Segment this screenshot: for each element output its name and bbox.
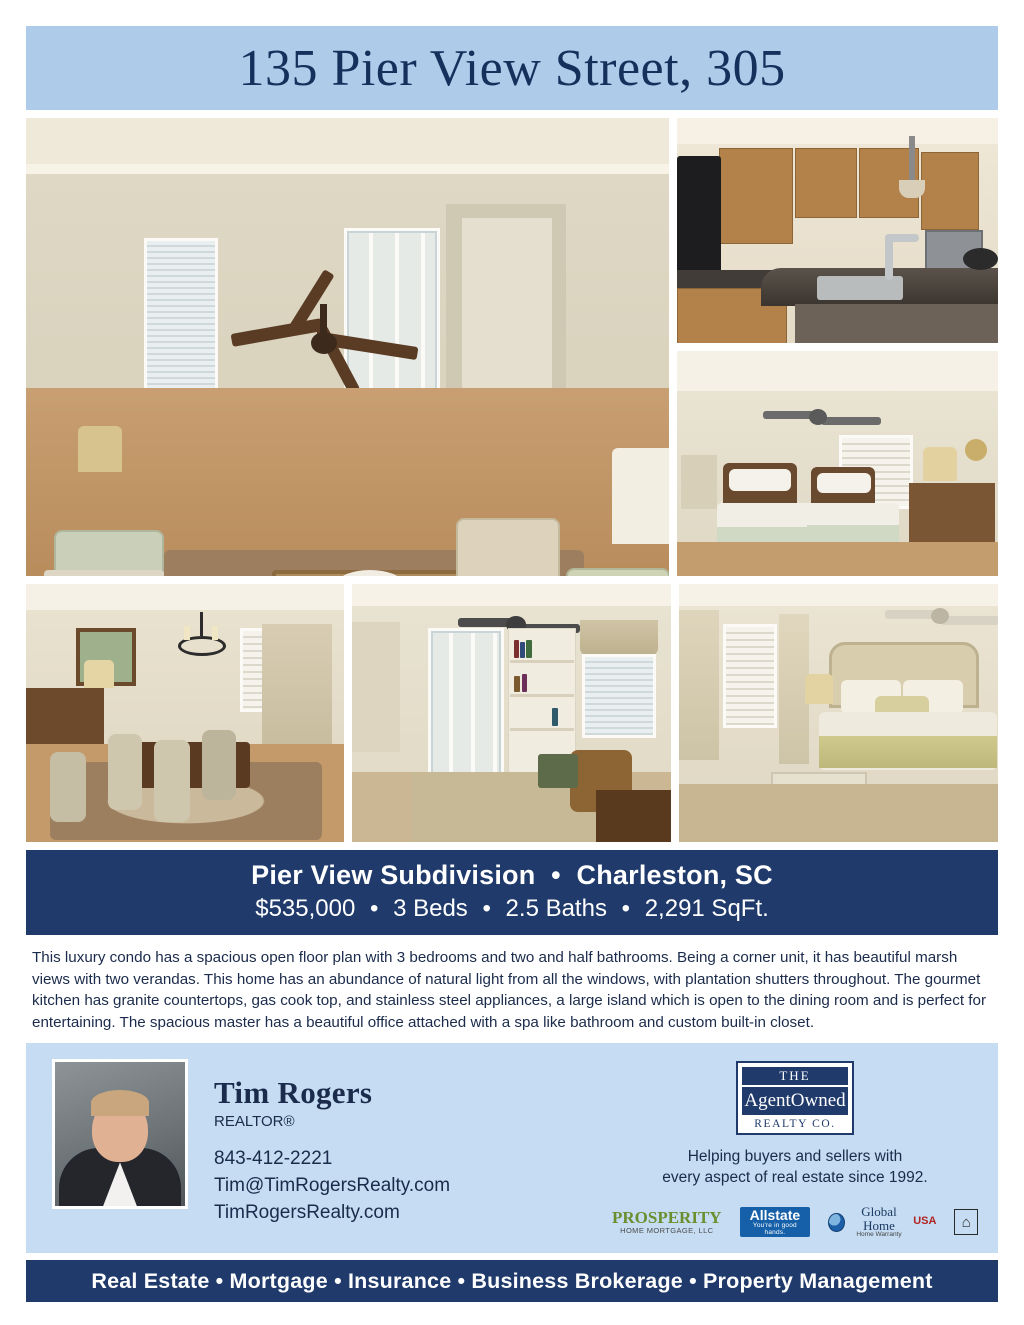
agent-details bbox=[52, 1059, 612, 1239]
office-photo bbox=[352, 584, 670, 842]
agent-email[interactable]: Tim@TimRogersRealty.com bbox=[214, 1175, 451, 1197]
property-description: This luxury condo has a spacious open floor plan with 3 bedrooms and two and half bathrooms. Being a corner unit, it has beautiful marsh views with two verandas. This home has an abundance of natural light from all the windows, with plantation shutters throughout. The gourmet kitchen has granite countertops, gas cook top, and stainless steel appliances, a large island which is open to the dining room and is perfect for entertaining. The spacious master has a beautiful office attached with a spa like bathroom and custom built-in closet. bbox=[32, 949, 987, 1031]
agent-role: REALTOR® bbox=[214, 1113, 295, 1131]
allstate-name: Allstate bbox=[749, 1207, 801, 1224]
guest-bedroom-photo bbox=[677, 351, 998, 576]
banner-location bbox=[26, 860, 998, 891]
services-footer: Real Estate • Mortgage • Insurance • Business Brokerage • Property Management bbox=[26, 1260, 998, 1302]
equal-housing-icon: ⌂ bbox=[954, 1209, 978, 1235]
prosperity-logo bbox=[612, 1209, 722, 1235]
logo-sub-text: REALTY CO. bbox=[754, 1118, 836, 1131]
brokerage-tagline bbox=[662, 1147, 927, 1189]
beds: 3 Beds bbox=[393, 895, 468, 922]
logo-the-text: THE bbox=[742, 1067, 848, 1085]
kitchen-photo bbox=[677, 118, 998, 343]
baths: 2.5 Baths bbox=[505, 895, 607, 922]
tagline-line-1: Helping buyers and sellers with bbox=[687, 1148, 903, 1166]
agent-panel bbox=[26, 1043, 998, 1253]
logo-main-text: AgentOwned bbox=[742, 1087, 848, 1115]
global-home-name: Global Home bbox=[861, 1204, 897, 1233]
photo-gallery bbox=[26, 118, 998, 842]
banner-separator-2: • bbox=[370, 895, 379, 922]
living-room-photo bbox=[26, 118, 669, 576]
agentowned-logo bbox=[736, 1061, 854, 1135]
prosperity-sub: HOME MORTGAGE, LLC bbox=[620, 1226, 714, 1236]
city-name: Charleston, SC bbox=[576, 860, 773, 890]
banner-separator-3: • bbox=[482, 895, 491, 922]
page-title: 135 Pier View Street, 305 bbox=[238, 39, 786, 97]
subdivision-name: Pier View Subdivision bbox=[251, 860, 536, 890]
allstate-sub: You're in good hands. bbox=[752, 1221, 797, 1236]
price: $535,000 bbox=[255, 895, 356, 922]
dining-room-photo bbox=[26, 584, 344, 842]
brokerage-block bbox=[612, 1059, 978, 1239]
agent-phone[interactable]: 843-412-2221 bbox=[214, 1148, 333, 1170]
master-bedroom-photo bbox=[679, 584, 998, 842]
prosperity-name: PROSPERITY bbox=[612, 1208, 722, 1228]
banner-stats bbox=[26, 895, 998, 923]
header-banner bbox=[26, 26, 998, 110]
allstate-logo bbox=[740, 1207, 811, 1237]
partner-logos bbox=[612, 1205, 978, 1239]
agent-avatar bbox=[52, 1059, 188, 1209]
globe-icon bbox=[828, 1213, 845, 1232]
global-home-sub: Home Warranty bbox=[856, 1231, 902, 1239]
agent-name: Tim Rogers bbox=[214, 1075, 373, 1111]
banner-separator-4: • bbox=[621, 895, 631, 922]
square-feet: 2,291 SqFt. bbox=[644, 895, 769, 922]
global-home-logo bbox=[828, 1205, 936, 1239]
tagline-line-2: every aspect of real estate since 1992. bbox=[662, 1169, 928, 1187]
agent-website[interactable]: TimRogersRealty.com bbox=[214, 1202, 400, 1224]
global-home-mark: USA bbox=[913, 1215, 937, 1228]
property-banner bbox=[26, 850, 998, 935]
banner-separator-1: • bbox=[551, 860, 561, 890]
